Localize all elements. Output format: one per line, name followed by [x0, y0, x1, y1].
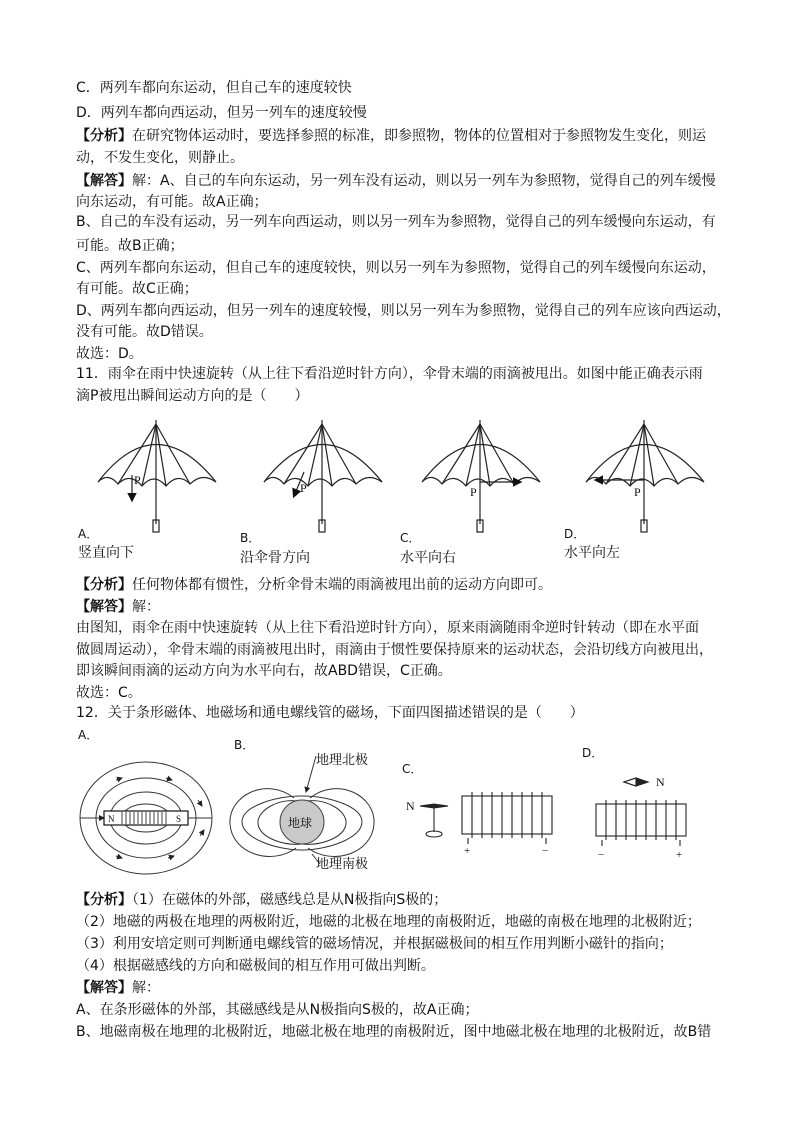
magnet-diagrams: [76, 726, 716, 886]
option-d-label: D．: [564, 527, 586, 541]
text-line: [76, 171, 716, 191]
minus-label: −: [598, 849, 605, 861]
magnet-figure: [76, 726, 716, 886]
geo-south-label: 地理南极: [316, 857, 369, 872]
text-content: 解：: [132, 599, 160, 615]
text-line: 动，不发生变化，则静止。: [76, 150, 244, 166]
option-c-label: C．: [402, 762, 423, 776]
section-tag: 【分析】: [76, 128, 132, 144]
text-line: [76, 575, 552, 595]
option-c-label: C．: [400, 531, 421, 545]
text-line: A、在条形磁体的外部，其磁感线是从N极指向S极的，故A正确；: [76, 1002, 479, 1018]
text-line: D、两列车都向西运动，但另一列车的速度较慢，则以另一列车为参照物，觉得自己的列车应该向西运动，: [76, 303, 731, 319]
question-11: 11．雨伞在雨中快速旋转（从上往下看沿逆时针方向），伞骨末端的雨滴被甩出。如图中能正确表示雨: [76, 366, 703, 382]
bar-s-label: S: [176, 814, 182, 824]
text-line: 没有可能。故D错误。: [76, 324, 213, 340]
text-content: （1）在磁体的外部，磁感线总是从N极指向S极的；: [132, 892, 448, 908]
text-content: 任何物体都有惯性，分析伞骨末端的雨滴被甩出前的运动方向即可。: [132, 577, 552, 593]
text-line: 故选：C。: [76, 685, 142, 701]
option-d-label: D．: [582, 746, 604, 760]
text-line: B、地磁南极在地理的北极附近，地磁北极在地理的南极附近，图中地磁北极在地理的北极附近，故B错: [76, 1024, 712, 1040]
text-line: 做圆周运动），伞骨末端的雨滴被甩出时，雨滴由于惯性要保持原来的运动状态，会沿切线方向被甩出，: [76, 642, 713, 658]
option-b-label: B．: [240, 531, 261, 545]
text-line: 向东运动，有可能。故A正确；: [76, 194, 268, 210]
text-line: B、自己的车没有运动，另一列车向西运动，则以另一列车为参照物，觉得自己的列车缓慢向东运动，有: [76, 214, 716, 230]
option-a-label: A．: [78, 527, 99, 541]
text-content: 在研究物体运动时，要选择参照的标准，即参照物，物体的位置相对于参照物发生变化，则运: [132, 128, 706, 144]
section-tag: 【分析】: [76, 892, 132, 908]
section-tag: 【解答】: [76, 980, 132, 996]
text-line: （4）根据磁感线的方向和磁极间的相互作用可做出判断。: [76, 958, 435, 974]
text-line: 即该瞬间雨滴的运动方向为水平向右，故ABD错误，C正确。: [76, 663, 452, 679]
text-line: （3）利用安培定则可判断通电螺线管的磁场情况，并根据磁极间的相互作用判断小磁针的指向；: [76, 936, 673, 952]
question-12: 12．关于条形磁体、地磁场和通电螺线管的磁场，下面四图描述错误的是（ ）: [76, 705, 584, 721]
text-line: D．两列车都向西运动，但另一列车的速度较慢: [76, 105, 367, 121]
point-p-label: P: [134, 473, 141, 487]
text-line: （2）地磁的两极在地理的两极附近，地磁的北极在地理的南极附近，地磁的南极在地理的北极附近；: [76, 914, 701, 930]
point-p-label: P: [300, 481, 307, 495]
bar-n-label: N: [108, 814, 115, 824]
text-line: C、两列车都向东运动，但自己车的速度较快，则以另一列车为参照物，觉得自己的列车缓慢向东运动，: [76, 260, 716, 276]
section-tag: 【解答】: [76, 599, 132, 615]
bar-magnet-diagram: [80, 762, 212, 874]
text-line: C．两列车都向东运动，但自己车的速度较快: [76, 80, 352, 96]
section-tag: 【分析】: [76, 577, 132, 593]
point-p-label: P: [634, 485, 641, 499]
umbrella-c: [422, 420, 540, 532]
text-line: 有可能。故C正确；: [76, 281, 198, 297]
geo-north-label: 地理北极: [316, 753, 369, 768]
text-line: [76, 597, 160, 617]
umbrella-figure: [76, 412, 736, 572]
text-line: 滴P被甩出瞬间运动方向的是（ ）: [76, 388, 309, 404]
solenoid-d-diagram: [596, 778, 686, 846]
text-line: 由图知，雨伞在雨中快速旋转（从上往下看沿逆时针方向），原来雨滴随雨伞逆时针转动（即在水平面: [76, 620, 699, 636]
text-line: [76, 126, 706, 146]
minus-label: −: [542, 845, 549, 857]
plus-label: +: [676, 849, 683, 861]
plus-label: +: [464, 845, 471, 857]
section-tag: 【解答】: [76, 173, 132, 189]
umbrella-b: [264, 420, 382, 532]
solenoid-c-diagram: [420, 792, 552, 844]
option-a-caption: 竖直向下: [78, 545, 134, 561]
needle-n-label-d: N: [656, 775, 665, 789]
option-b-label: B．: [234, 738, 255, 752]
text-line: [76, 978, 160, 998]
text-content: 解：: [132, 980, 160, 996]
needle-n-label-c: N: [406, 799, 415, 813]
umbrella-d: [586, 420, 704, 532]
umbrella-a: [98, 420, 216, 532]
umbrella-diagrams: [76, 412, 736, 537]
text-line: 可能。故B正确；: [76, 238, 184, 254]
earth-label: 地球: [288, 816, 313, 830]
option-a-label: A．: [78, 728, 99, 742]
text-line: 故选：D。: [76, 346, 143, 362]
option-b-caption: 沿伞骨方向: [240, 550, 310, 566]
option-c-caption: 水平向右: [400, 550, 456, 566]
option-d-caption: 水平向左: [564, 545, 620, 561]
text-content: 解：A、自己的车向东运动，另一列车没有运动，则以另一列车为参照物，觉得自己的列车缓慢: [132, 173, 716, 189]
earth-field-diagram: [230, 756, 374, 864]
point-p-label: P: [470, 485, 477, 499]
text-line: [76, 890, 447, 910]
